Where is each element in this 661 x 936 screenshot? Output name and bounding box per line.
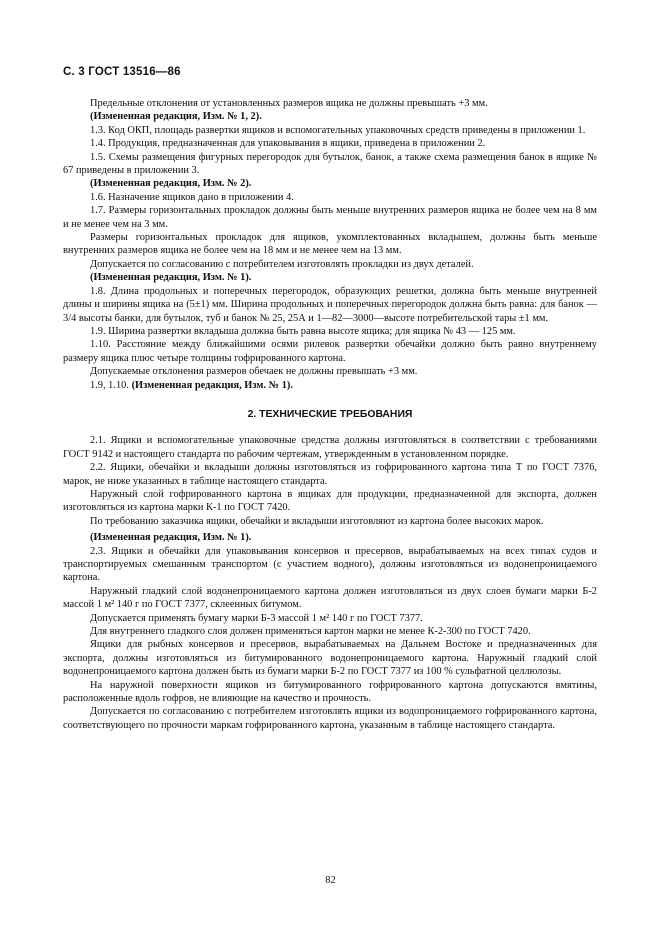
amendment-note: (Измененная редакция, Изм. № 1).: [128, 379, 293, 391]
paragraph: Допускается применять бумагу марки Б-3 массой 1 м² 140 г по ГОСТ 7377.: [90, 612, 423, 624]
amendment-note: (Измененная редакция, Изм. № 1, 2).: [90, 111, 262, 123]
paragraph: Допускаемые отклонения размеров обечаек не должны превышать +3 мм.: [90, 366, 418, 378]
paragraph: 2.2. Ящики, обечайки и вкладыши должны изготовляться из гофрированного картона типа Т по ГОСТ 7376, марок, не ниже указанных в таблице настоящего стандарта.: [63, 462, 597, 487]
paragraph: На наружной поверхности ящиков из битумированного гофрированного картона допускаются вмятины, расположенные вдоль гофров, не влияющие на качество и прочность.: [63, 679, 597, 705]
page-number: 82: [325, 875, 336, 886]
paragraph: 1.8. Длина продольных и поперечных перегородок, образующих решетки, должна быть меньше внутренней длины и ширины ящика на (5±1) мм. Ширина продольных и поперечных перегородок должна быть равна: для банок — 3/4 высоты банки, для бутылок, туб и банок № 25, 25А и 1—82—3000—высоте потребительской тары ±1 мм.: [63, 285, 597, 324]
paragraph: 1.10. Расстояние между ближайшими осями рилевок развертки обечайки должно быть равно внутреннему размеру ящика плюс четыре толщины гофрированного картона.: [63, 339, 597, 364]
paragraph: Для внутреннего гладкого слоя должен применяться картон марки не менее К-2-300 по ГОСТ 7420.: [90, 626, 531, 638]
paragraph: 1.5. Схемы размещения фигурных перегородок для бутылок, банок, а также схема размещения банок в ящике № 67 приведены в приложении 3.: [63, 151, 597, 177]
paragraph: Ящики для рыбных консервов и пресервов, вырабатываемых на Дальнем Востоке и предназначенных для экспорта, должны изготовляться из битумированного водонепроницаемого картона. Наружный гладкий слой водонепроницаемого картона должен быть из бумаги марки Б-2 по ГОСТ 7377 из 100 % сульфатной целлюлозы.: [63, 639, 597, 678]
paragraph: 2.3. Ящики и обечайки для упаковывания консервов и пресервов, вырабатываемых на всех типах судов и транспортируемых смешанным транспортом (с участием водного), должны изготовляться из водонепроницаемого картона.: [63, 545, 597, 584]
paragraph: 1.6. Назначение ящиков дано в приложении 4.: [90, 191, 294, 203]
paragraph: Допускается по согласованию с потребителем изготовлять ящики из водопроницаемого гофрированного картона, соответствующего по прочности маркам гофрированного картона, указанным в таблице настоящего стандарта.: [63, 706, 597, 731]
paragraph: Допускается по согласованию с потребителем изготовлять прокладки из двух деталей.: [90, 258, 474, 270]
paragraph: 1.4. Продукция, предназначенная для упаковывания в ящики, приведена в приложении 2.: [90, 138, 486, 150]
paragraph: Предельные отклонения от установленных размеров ящика не должны превышать +3 мм.: [90, 98, 488, 109]
amendment-note: (Измененная редакция, Изм. № 1).: [90, 272, 252, 284]
paragraph: 1.3. Код ОКП, площадь развертки ящиков и вспомогательных упаковочных средств приведены в приложении 1.: [90, 124, 586, 136]
paragraph: 1.9. Ширина развертки вкладыша должна быть равна высоте ящика; для ящика № 43 — 125 мм.: [90, 325, 516, 337]
paragraph: Размеры горизонтальных прокладок для ящиков, укомплектованных вкладышем, должны быть меньше внутренних размеров ящика не более чем на 18 мм и не менее чем на 13 мм.: [63, 232, 597, 257]
page-header: С. 3 ГОСТ 13516—86: [63, 66, 181, 78]
clause-ref: 1.9, 1.10.: [90, 379, 129, 391]
paragraph: Наружный слой гофрированного картона в ящиках для продукции, предназначенной для экспорта, должен изготовляться из картона марки К-1 по ГОСТ 7420.: [63, 488, 597, 514]
paragraph: [63, 379, 597, 392]
paragraph: 1.7. Размеры горизонтальных прокладок должны быть меньше внутренних размеров ящика не более чем на 8 мм и не менее чем на 3 мм.: [63, 205, 597, 230]
section-heading: 2. ТЕХНИЧЕСКИЕ ТРЕБОВАНИЯ: [247, 408, 413, 420]
amendment-note: (Измененная редакция, Изм. № 2).: [90, 178, 252, 190]
paragraph: Наружный гладкий слой водонепроницаемого картона должен изготовляться из двух слоев бумаги марки Б-2 массой 1 м² 140 г по ГОСТ 7377, склеенных битумом.: [63, 585, 597, 611]
paragraph: По требованию заказчика ящики, обечайки и вкладыши изготовляют из картона более высоких марок.: [90, 515, 544, 527]
amendment-note: (Измененная редакция, Изм. № 1).: [90, 532, 252, 544]
document-body: [63, 97, 597, 732]
paragraph: 2.1. Ящики и вспомогательные упаковочные средства должны изготовляться в соответствии с требованиями ГОСТ 9142 и настоящего стандарта по рабочим чертежам, утвержденным в установленном порядке.: [63, 435, 597, 460]
